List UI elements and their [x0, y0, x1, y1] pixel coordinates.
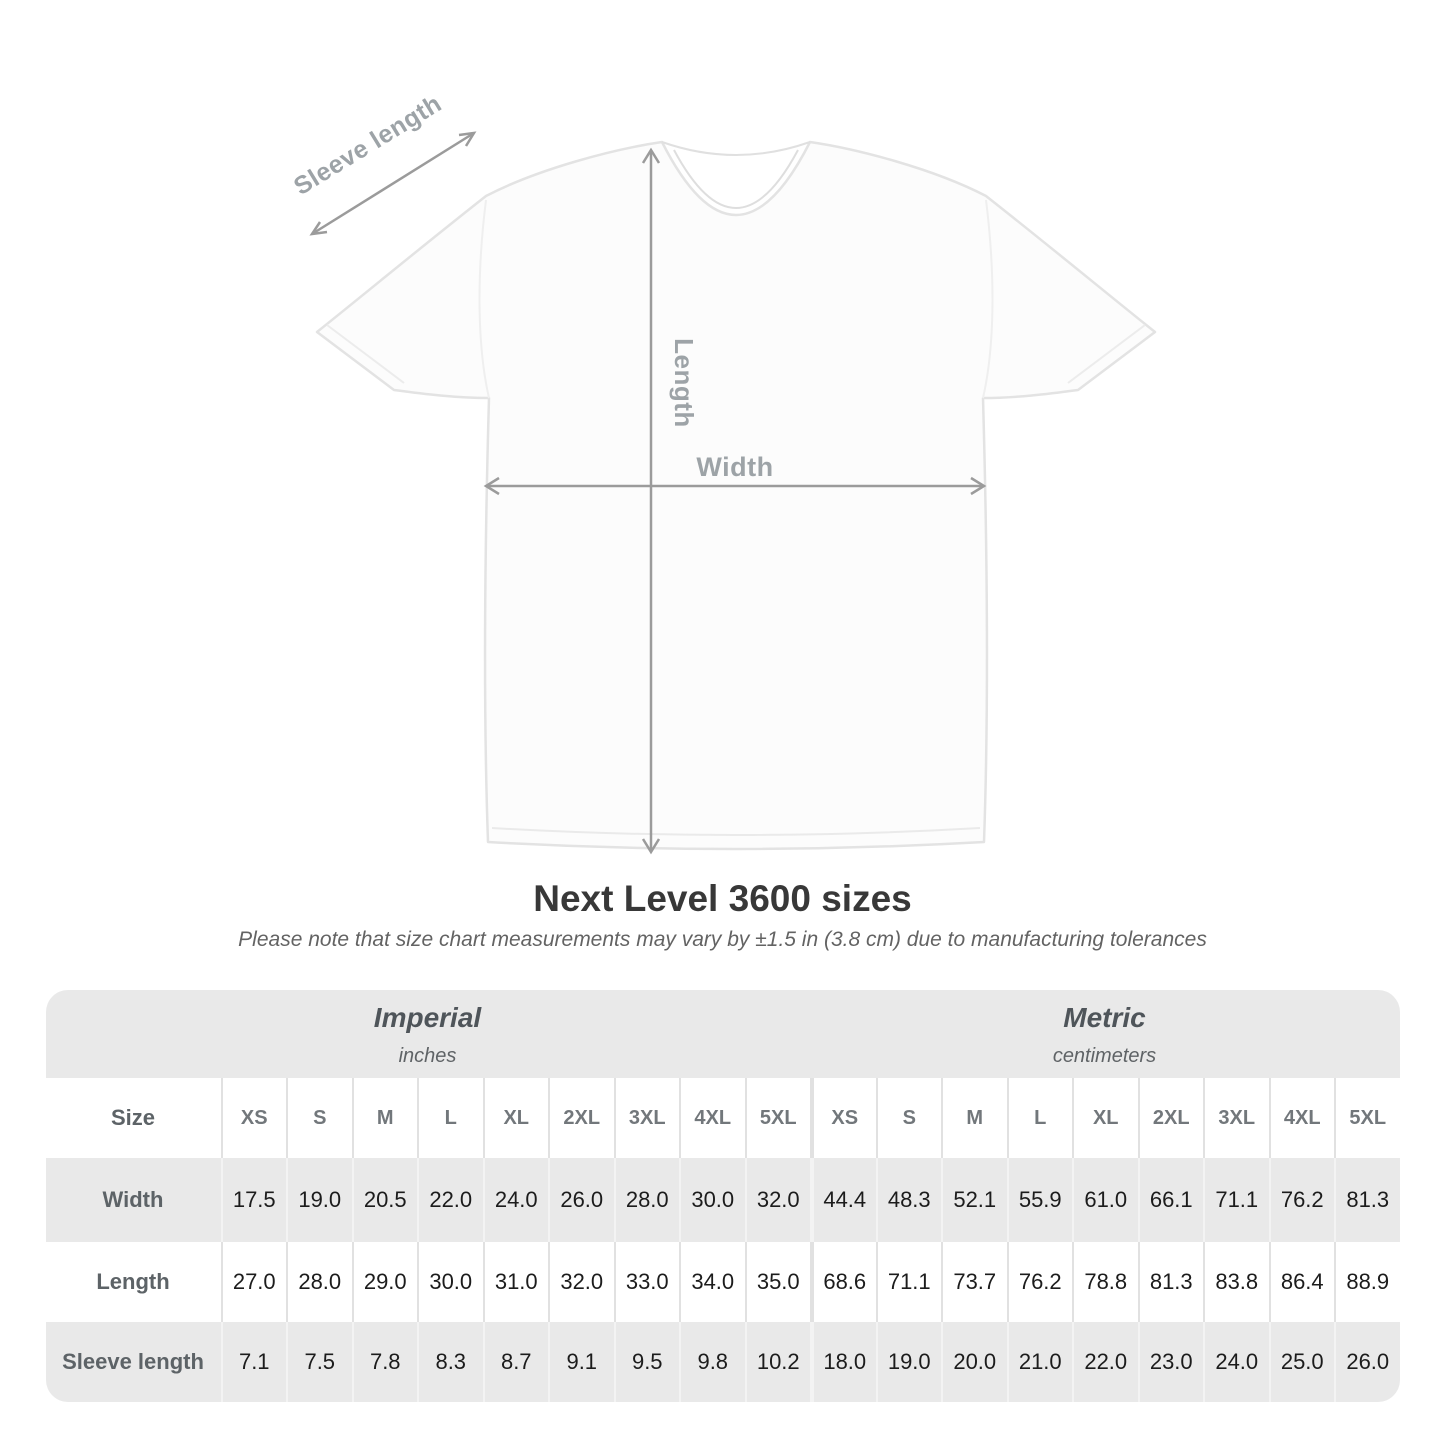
metric-group-header	[810, 990, 1400, 1078]
imperial-group-header	[46, 990, 810, 1078]
value-cell: 83.8	[1203, 1242, 1269, 1322]
imperial-unit: inches	[398, 1045, 457, 1067]
value-cell: 7.1	[221, 1322, 287, 1402]
value-cell: 24.0	[483, 1158, 549, 1242]
metric-label: Metric	[1063, 1002, 1146, 1033]
value-cell: 18.0	[810, 1322, 876, 1402]
page-title: Next Level 3600 sizes	[533, 878, 912, 919]
value-cell: 7.5	[286, 1322, 352, 1402]
size-cell: XS	[810, 1078, 876, 1158]
value-cell: 7.8	[352, 1322, 418, 1402]
value-cell: 26.0	[548, 1158, 614, 1242]
tolerance-note: Please note that size chart measurements may vary by ±1.5 in (3.8 cm) due to manufacturing tolerances	[238, 928, 1207, 951]
size-cell: XL	[483, 1078, 549, 1158]
value-cell: 9.1	[548, 1322, 614, 1402]
value-cell: 61.0	[1072, 1158, 1138, 1242]
size-cell: 4XL	[679, 1078, 745, 1158]
width-label: Width	[696, 452, 774, 482]
row-label: Width	[102, 1187, 164, 1212]
table-row	[46, 1158, 1400, 1242]
value-cell: 32.0	[548, 1242, 614, 1322]
value-cell: 20.5	[352, 1158, 418, 1242]
size-cell: S	[286, 1078, 352, 1158]
value-cell: 78.8	[1072, 1242, 1138, 1322]
value-cell: 55.9	[1007, 1158, 1073, 1242]
value-cell: 19.0	[876, 1322, 942, 1402]
size-cell: 3XL	[614, 1078, 680, 1158]
size-cell: 4XL	[1269, 1078, 1335, 1158]
value-cell: 31.0	[483, 1242, 549, 1322]
value-cell: 68.6	[810, 1242, 876, 1322]
value-cell: 29.0	[352, 1242, 418, 1322]
value-cell: 25.0	[1269, 1322, 1335, 1402]
value-cell: 34.0	[679, 1242, 745, 1322]
value-cell: 52.1	[941, 1158, 1007, 1242]
sleeve-length-label: Sleeve length	[289, 89, 447, 201]
imperial-label: Imperial	[373, 1002, 482, 1033]
value-cell: 32.0	[745, 1158, 811, 1242]
size-table-body	[46, 1078, 1400, 1402]
value-cell: 21.0	[1007, 1322, 1073, 1402]
value-cell: 76.2	[1007, 1242, 1073, 1322]
row-label: Length	[96, 1269, 170, 1294]
value-cell: 8.7	[483, 1322, 549, 1402]
size-cell: 2XL	[1138, 1078, 1204, 1158]
unit-group-header	[46, 990, 1400, 1078]
value-cell: 24.0	[1203, 1322, 1269, 1402]
size-cell: M	[352, 1078, 418, 1158]
size-cell: 2XL	[548, 1078, 614, 1158]
size-cell: XL	[1072, 1078, 1138, 1158]
value-cell: 10.2	[745, 1322, 811, 1402]
value-cell: 30.0	[679, 1158, 745, 1242]
tshirt-illustration	[317, 142, 1155, 849]
value-cell: 26.0	[1334, 1322, 1400, 1402]
value-cell: 17.5	[221, 1158, 287, 1242]
size-cell: M	[941, 1078, 1007, 1158]
value-cell: 76.2	[1269, 1158, 1335, 1242]
value-cell: 28.0	[286, 1242, 352, 1322]
value-cell: 86.4	[1269, 1242, 1335, 1322]
value-cell: 33.0	[614, 1242, 680, 1322]
value-cell: 8.3	[417, 1322, 483, 1402]
value-cell: 71.1	[876, 1242, 942, 1322]
value-cell: 73.7	[941, 1242, 1007, 1322]
metric-unit: centimeters	[1052, 1045, 1157, 1067]
value-cell: 20.0	[941, 1322, 1007, 1402]
size-table	[46, 990, 1400, 1402]
length-label: Length	[669, 338, 699, 428]
value-cell: 9.5	[614, 1322, 680, 1402]
size-cell: L	[1007, 1078, 1073, 1158]
value-cell: 66.1	[1138, 1158, 1204, 1242]
size-cell: 5XL	[1334, 1078, 1400, 1158]
value-cell: 81.3	[1138, 1242, 1204, 1322]
value-cell: 22.0	[1072, 1322, 1138, 1402]
size-column-label: Size	[110, 1105, 156, 1130]
value-cell: 35.0	[745, 1242, 811, 1322]
size-cell: S	[876, 1078, 942, 1158]
value-cell: 30.0	[417, 1242, 483, 1322]
value-cell: 28.0	[614, 1158, 680, 1242]
table-row	[46, 1242, 1400, 1322]
value-cell: 9.8	[679, 1322, 745, 1402]
value-cell: 19.0	[286, 1158, 352, 1242]
value-cell: 81.3	[1334, 1158, 1400, 1242]
value-cell: 44.4	[810, 1158, 876, 1242]
size-cell: 3XL	[1203, 1078, 1269, 1158]
value-cell: 23.0	[1138, 1322, 1204, 1402]
row-label: Sleeve length	[62, 1349, 204, 1374]
size-header-row	[46, 1078, 1400, 1158]
size-cell: 5XL	[745, 1078, 811, 1158]
size-cell: XS	[221, 1078, 287, 1158]
value-cell: 71.1	[1203, 1158, 1269, 1242]
value-cell: 27.0	[221, 1242, 287, 1322]
value-cell: 48.3	[876, 1158, 942, 1242]
value-cell: 88.9	[1334, 1242, 1400, 1322]
table-row	[46, 1322, 1400, 1402]
value-cell: 22.0	[417, 1158, 483, 1242]
size-cell: L	[417, 1078, 483, 1158]
